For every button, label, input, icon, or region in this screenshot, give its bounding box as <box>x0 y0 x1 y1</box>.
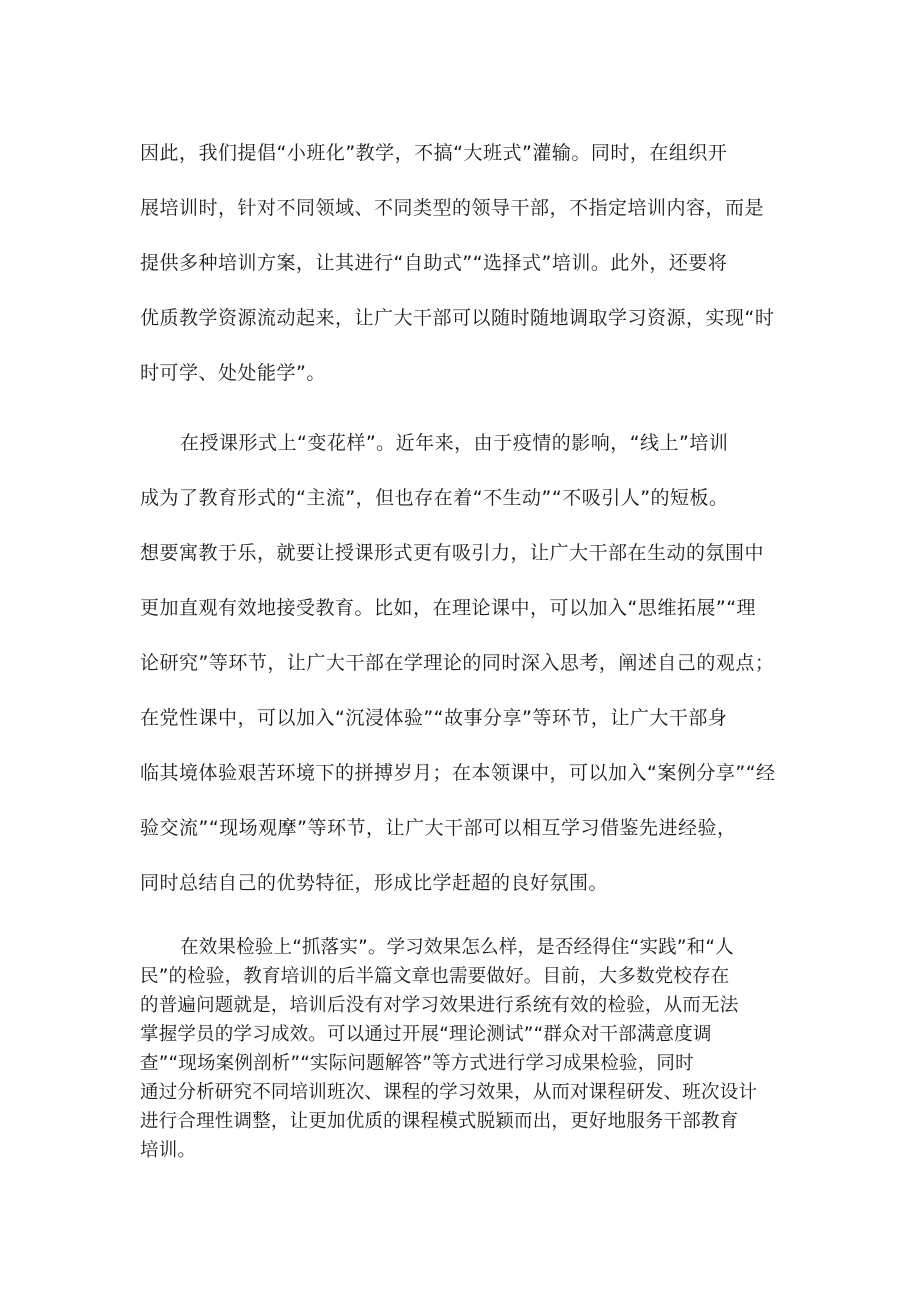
text-line: 验交流”“现场观摩”等环节，让广大干部可以相互学习借鉴先进经验， <box>140 817 737 839</box>
text-line: 成为了教育形式的“主流”，但也存在着“不生动”“不吸引人”的短板。 <box>140 487 729 509</box>
text-line: 提供多种培训方案，让其进行“自助式”“选择式”培训。此外，还要将 <box>140 252 728 274</box>
text-line: 优质教学资源流动起来，让广大干部可以随时随地调取学习资源，实现“时 <box>140 307 775 329</box>
text-line: 查”“现场案例剖析”“实际问题解答”等方式进行学习成果检验，同时 <box>140 1053 694 1074</box>
text-line: 在效果检验上“抓落实”。学习效果怎么样，是否经得住“实践”和“人 <box>180 937 734 958</box>
text-line: 临其境体验艰苦环境下的拼搏岁月；在本领课中，可以加入“案例分享”“经 <box>140 762 776 784</box>
text-line: 同时总结自己的优势特征，形成比学赶超的良好氛围。 <box>140 872 609 894</box>
text-line: 想要寓教于乐，就要让授课形式更有吸引力，让广大干部在生动的氛围中 <box>140 542 765 564</box>
text-line: 因此，我们提倡“小班化”教学，不搞“大班式”灌输。同时，在组织开 <box>140 142 728 164</box>
text-line: 掌握学员的学习成效。可以通过开展“理论测试”“群众对干部满意度调 <box>140 1024 712 1045</box>
text-line: 民”的检验，教育培训的后半篇文章也需要做好。目前，大多数党校存在 <box>140 966 730 987</box>
text-line: 更加直观有效地接受教育。比如，在理论课中，可以加入“思维拓展”“理 <box>140 597 757 619</box>
text-line: 时可学、处处能学”。 <box>140 362 326 384</box>
text-line: 展培训时，针对不同领域、不同类型的领导干部，不指定培训内容，而是 <box>140 197 765 219</box>
text-line: 通过分析研究不同培训班次、课程的学习效果，从而对课程研发、班次设计 <box>140 1082 758 1103</box>
text-line: 进行合理性调整，让更加优质的课程模式脱颖而出，更好地服务干部教育 <box>140 1111 739 1132</box>
text-line: 培训。 <box>140 1140 197 1161</box>
text-line: 在授课形式上“变花样”。近年来，由于疫情的影响，“线上”培训 <box>180 432 729 454</box>
text-line: 在党性课中，可以加入“沉浸体验”“故事分享”等环节，让广大干部身 <box>140 707 728 729</box>
text-line: 论研究”等环节，让广大干部在学理论的同时深入思考，阐述自己的观点； <box>140 652 775 674</box>
text-line: 的普遍问题就是，培训后没有对学习效果进行系统有效的检验，从而无法 <box>140 995 739 1016</box>
